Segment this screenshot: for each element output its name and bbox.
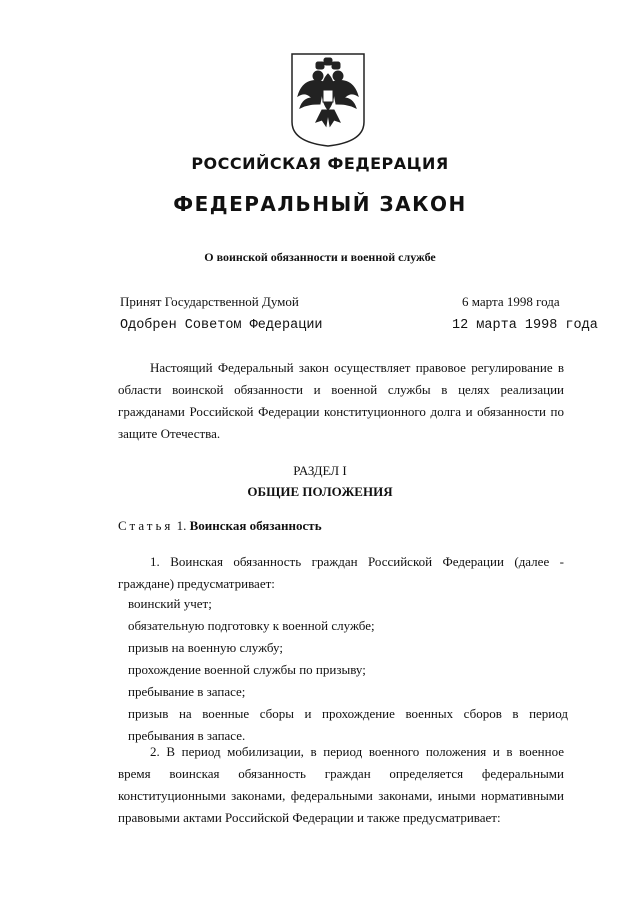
list-item: призыв на военную службу; [128,640,283,655]
law-subject: О воинской обязанности и военной службе [204,250,436,264]
coat-of-arms-emblem [290,52,366,148]
article-number: 1. [176,518,187,533]
preamble-paragraph: Настоящий Федеральный закон осуществляет правовое регулирование в области воинской обязанности и военной службы в целях реализации гражданами Российской Федерации конституционного долга и обязанности по защите Отечества. [118,360,564,441]
adoption-council-date: 12 марта 1998 года [452,318,598,333]
list-item: обязательную подготовку к военной службе; [128,618,375,633]
article-prefix: Статья [118,518,174,533]
section-title: ОБЩИЕ ПОЛОЖЕНИЯ [247,484,393,499]
clause-1-list [118,593,568,747]
section-number: РАЗДЕЛ I [293,463,347,478]
list-item: призыв на военные сборы и прохождение военных сборов в период пребывания в запасе. [128,706,568,743]
adoption-duma-date: 6 марта 1998 года [462,294,560,309]
article-heading [118,518,322,534]
adoption-duma-label: Принят Государственной Думой [120,294,299,309]
list-item: прохождение военной службы по призыву; [128,662,366,677]
adoption-council-label: Одобрен Советом Федерации [120,318,323,333]
double-headed-eagle-icon [298,58,358,126]
clause-2-paragraph: 2. В период мобилизации, в период военного положения и в военное время воинская обязанность граждан определяется федеральными конституционными законами, федеральными законами, иными нормативными правовыми актами Российской Федерации и также предусматривает: [118,744,564,825]
clause-1-intro: 1. Воинская обязанность граждан Российской Федерации (далее - граждане) предусматривает: [118,554,564,591]
country-title: РОССИЙСКАЯ ФЕДЕРАЦИЯ [191,154,449,173]
law-type-title: ФЕДЕРАЛЬНЫЙ ЗАКОН [173,192,467,216]
article-title: Воинская обязанность [189,518,322,533]
list-item: пребывание в запасе; [128,684,246,699]
list-item: воинский учет; [128,596,212,611]
